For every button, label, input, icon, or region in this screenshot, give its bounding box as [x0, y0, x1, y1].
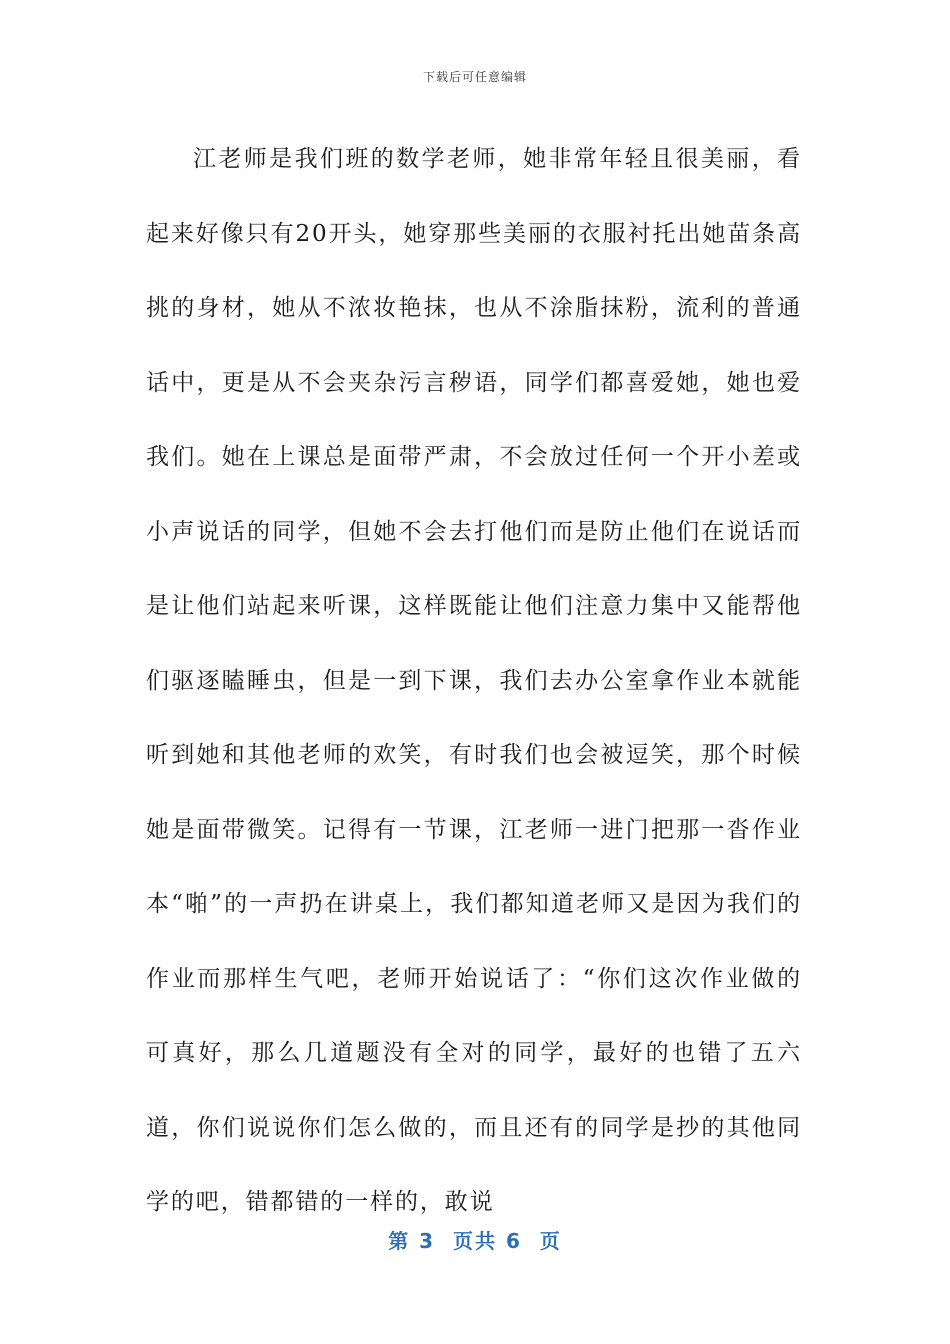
body-paragraph: 江老师是我们班的数学老师，她非常年轻且很美丽，看起来好像只有20开头，她穿那些美丽的衣服衬托出她苗条高挑的身材，她从不浓妆艳抹，也从不涂脂抹粉，流利的普通话中，更是从不会夹杂污言秽语，同学们都喜爱她，她也爱我们。她在上课总是面带严肃，不会放过任何一个开小差或小声说话的同学，但她不会去打他们而是防止他们在说话而是让他们站起来听课，这样既能让他们注意力集中又能帮他们驱逐瞌睡虫，但是一到下课，我们去办公室拿作业本就能听到她和其他老师的欢笑，有时我们也会被逗笑，那个时候她是面带微笑。记得有一节课，江老师一进门把那一沓作业本“啪”的一声扔在讲桌上，我们都知道老师又是因为我们的作业而那样生气吧，老师开始说话了：“你们这次作业做的可真好，那么几道题没有全对的同学，最好的也错了五六道，你们说说你们怎么做的，而且还有的同学是抄的其他同学的吧，错都错的一样的，敢说 — [146, 146, 802, 1215]
page-footer: 第 3 页共 6 页 — [388, 1229, 562, 1253]
page-header: 下载后可任意编辑 — [422, 70, 527, 84]
